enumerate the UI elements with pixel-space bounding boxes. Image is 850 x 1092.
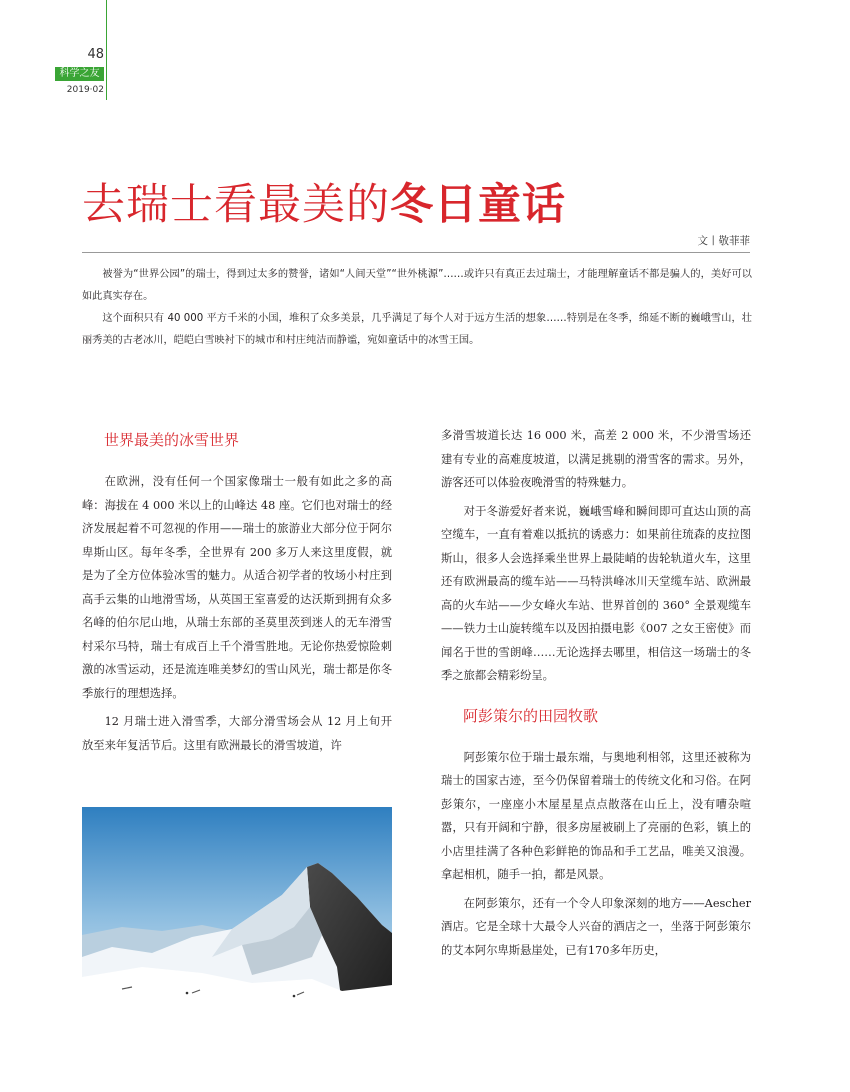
folio-divider bbox=[106, 0, 107, 100]
title-regular: 去瑞士看最美的 bbox=[82, 180, 390, 230]
body-paragraph: 对于冬游爱好者来说，巍峨雪峰和瞬间即可直达山顶的高空缆车，一直有着难以抵抗的诱惑力：如果前往琉森的皮拉图斯山，很多人会选择乘坐世界上最陡峭的齿轮轨道火车，这里还有欧洲最高的缆车站——马特洪峰冰川天堂缆车站、欧洲最高的火车站——少女峰火车站、世界首创的 360° 全景观缆车——铁力士山旋转缆车以及因拍摄电影《007 之女王密使》而闻名于世的雪朗峰……无论选择去哪里，相信这一场瑞士的冬季之旅都会精彩纷呈。 bbox=[441, 504, 751, 682]
body-paragraph: 12 月瑞士进入滑雪季，大部分滑雪场会从 12 月上旬开放至来年复活节后。这里有欧洲最长的滑雪坡道，许 bbox=[82, 715, 392, 752]
intro-paragraph: 这个面积只有 40 000 平方千米的小国，堆积了众多美景，几乎满足了每个人对于远方生活的想象……特别是在冬季，绵延不断的巍峨雪山，壮丽秀美的古老冰川，皑皑白雪映衬下的城市和村庄纯洁而静谧，宛如童话中的冰雪王国。 bbox=[82, 313, 752, 346]
snow-mountain-illustration bbox=[82, 807, 392, 1005]
left-column bbox=[82, 424, 392, 762]
title-divider bbox=[82, 252, 750, 253]
page-number: 48 bbox=[87, 47, 104, 62]
magazine-name-badge: 科学之友 bbox=[55, 67, 104, 81]
byline: 文丨敬菲菲 bbox=[697, 235, 750, 247]
article-intro bbox=[82, 264, 752, 352]
intro-paragraph: 被誉为“世界公园”的瑞士，得到过太多的赞誉，诸如“人间天堂”“世外桃源”……或许只有真正去过瑞士，才能理解童话不都是骗人的，美好可以如此真实存在。 bbox=[82, 269, 752, 302]
section-heading: 阿彭策尔的田园牧歌 bbox=[463, 706, 599, 725]
body-paragraph: 多滑雪坡道长达 16 000 米，高差 2 000 米，不少滑雪场还建有专业的高难度坡道，以满足挑剔的滑雪客的需求。另外，游客还可以体验夜晚滑雪的特殊魅力。 bbox=[441, 429, 751, 489]
section-heading: 世界最美的冰雪世界 bbox=[104, 431, 240, 449]
body-paragraph: 阿彭策尔位于瑞士最东端，与奥地利相邻，这里还被称为瑞士的国家古迹，至今仍保留着瑞士的传统文化和习俗。在阿彭策尔，一座座小木屋星星点点散落在山丘上，没有嘈杂喧嚣，只有开阔和宁静，很多房屋被刷上了亮丽的色彩，镇上的小店里挂满了各种色彩鲜艳的饰品和手工艺品，唯美又浪漫。拿起相机，随手一拍，都是风景。 bbox=[441, 750, 751, 881]
right-column bbox=[441, 424, 751, 967]
snow-mountain-photo bbox=[82, 807, 392, 1005]
body-paragraph: 在欧洲，没有任何一个国家像瑞士一般有如此之多的高峰：海拔在 4 000 米以上的山峰达 48 座。它们也对瑞士的经济发展起着不可忽视的作用——瑞士的旅游业大部分位于阿尔卑斯山区。每年冬季，全世界有 200 多万人来这里度假，就是为了全方位体验冰雪的魅力。从适合初学者的牧场小村庄到高手云集的山地滑雪场，从英国王室喜爱的达沃斯到拥有众多名峰的伯尔尼山地，从瑞士东部的圣莫里茨到迷人的无车滑雪村采尔马特，瑞士有成百上千个滑雪胜地。无论你热爱惊险刺激的冰雪运动，还是流连唯美梦幻的雪山风光，瑞士都是你冬季旅行的理想选择。 bbox=[82, 475, 392, 700]
title-bold: 冬日童话 bbox=[390, 180, 566, 230]
article-title bbox=[82, 178, 566, 232]
issue-date: 2019·02 bbox=[66, 85, 104, 95]
body-paragraph: 在阿彭策尔，还有一个令人印象深刻的地方——Aescher 酒店。它是全球十大最令人兴奋的酒店之一，坐落于阿彭策尔的艾本阿尔卑斯悬崖处，已有170多年历史， bbox=[441, 896, 751, 957]
